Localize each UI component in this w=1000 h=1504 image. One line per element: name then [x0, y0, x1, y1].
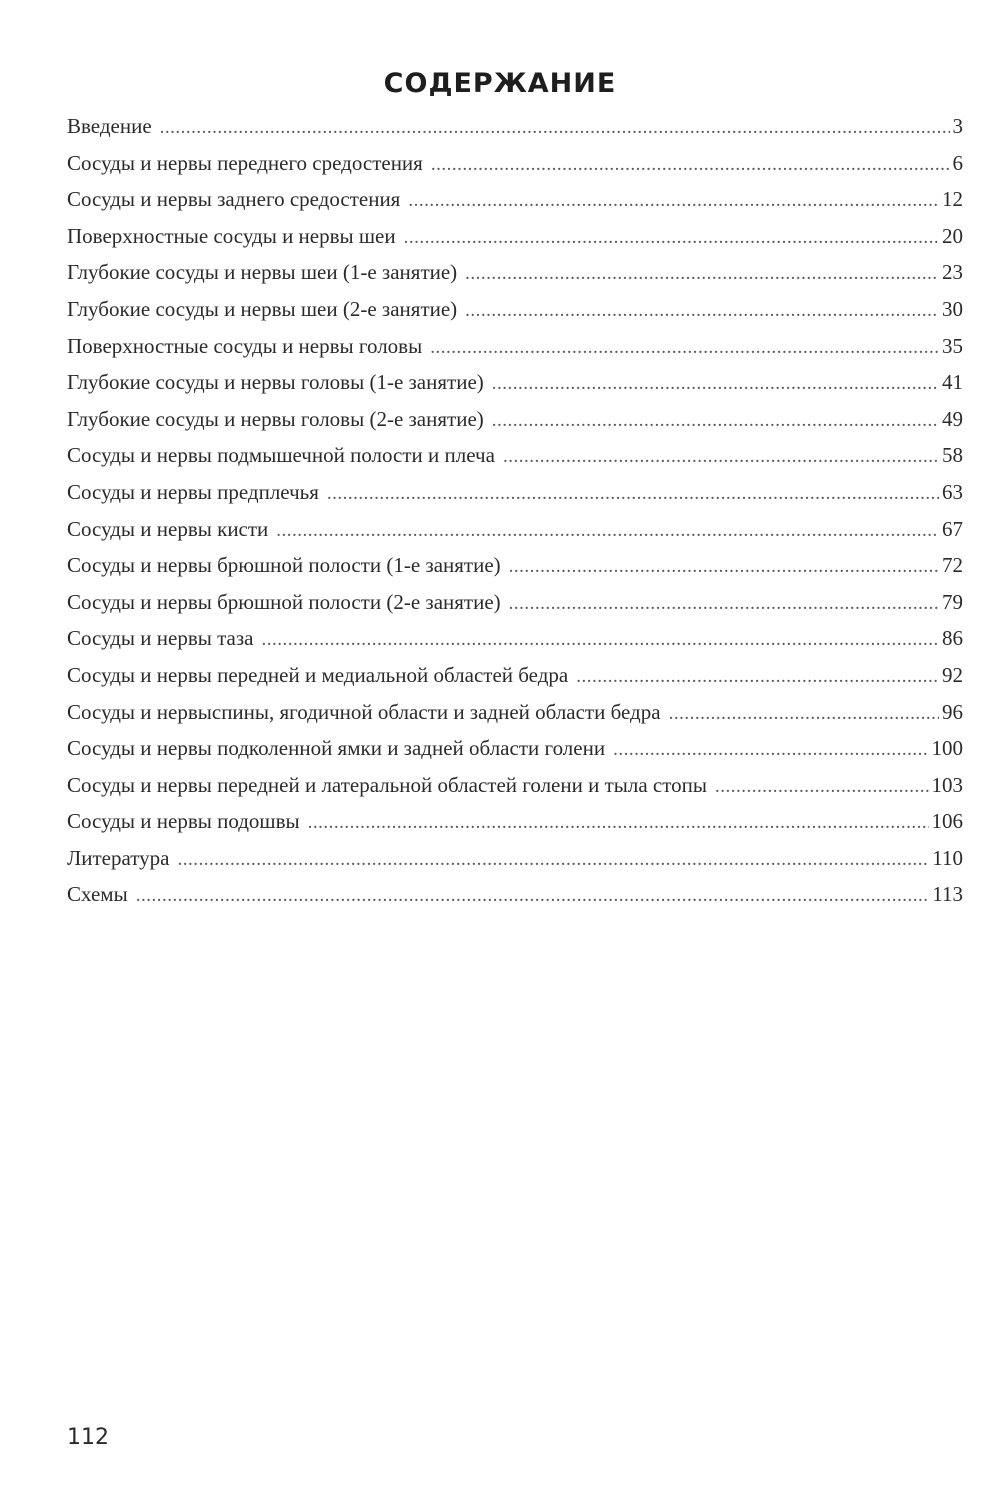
toc-leader-dots — [492, 373, 939, 395]
toc-leader-dots — [276, 520, 939, 542]
toc-leader-dots — [160, 117, 950, 139]
toc-leader-dots — [177, 849, 929, 871]
toc-leader-dots — [136, 885, 930, 907]
toc-entry-title: Сосуды и нервы брюшной полости (2-е занятие) — [67, 589, 501, 614]
toc-entry-title: Сосуды и нервы подколенной ямки и задней области голени — [67, 736, 606, 761]
toc-entry-page: 20 — [942, 223, 963, 248]
toc-leader-dots — [576, 666, 939, 688]
toc-entry-page: 92 — [942, 662, 963, 687]
toc-entry-title: Введение — [67, 114, 152, 138]
toc-entry-title: Сосуды и нервы кисти — [67, 516, 269, 541]
toc-entry[interactable] — [67, 151, 963, 188]
toc-entry-page: 106 — [931, 809, 963, 834]
toc-entry-page: 3 — [952, 114, 963, 138]
toc-leader-dots — [465, 263, 939, 285]
toc-entry-page: 110 — [932, 845, 963, 870]
toc-entry-page: 86 — [942, 626, 963, 651]
toc-entry[interactable] — [67, 700, 963, 737]
page-number: 112 — [67, 1425, 109, 1450]
toc-entry-page: 63 — [942, 479, 963, 504]
toc-entry-title: Сосуды и нервы брюшной полости (1-е занятие) — [67, 553, 501, 578]
toc-entry-title: Сосуды и нервы подмышечной полости и плеча — [67, 443, 495, 468]
toc-leader-dots — [509, 556, 939, 578]
toc-entry-title: Глубокие сосуды и нервы шеи (1-е занятие) — [67, 260, 458, 285]
toc-entry-page: 41 — [942, 370, 963, 395]
toc-entry[interactable] — [67, 187, 963, 224]
toc-entry-title: Глубокие сосуды и нервы головы (1-е занятие) — [67, 370, 484, 395]
toc-entry-page: 30 — [942, 296, 963, 321]
toc-leader-dots — [431, 154, 950, 176]
toc-entry[interactable] — [67, 846, 963, 883]
toc-leader-dots — [430, 337, 939, 359]
toc-entry-page: 35 — [942, 333, 963, 358]
toc-leader-dots — [492, 410, 939, 432]
toc-leader-dots — [715, 776, 929, 798]
toc-entry-title: Сосуды и нервы предплечья — [67, 479, 319, 504]
toc-leader-dots — [308, 812, 929, 834]
toc-leader-dots — [262, 629, 940, 651]
toc-entry-page: 100 — [931, 736, 963, 761]
toc-leader-dots — [408, 190, 939, 212]
toc-entry[interactable] — [67, 773, 963, 810]
toc-entry-page: 6 — [952, 150, 963, 175]
toc-entry[interactable] — [67, 443, 963, 480]
toc-entry-title: Сосуды и нервыспины, ягодичной области и задней области бедра — [67, 699, 661, 724]
toc-entry-page: 79 — [942, 589, 963, 614]
toc-entry[interactable] — [67, 590, 963, 627]
table-of-contents — [67, 114, 963, 919]
toc-entry-page: 23 — [942, 260, 963, 285]
toc-entry-title: Сосуды и нервы подошвы — [67, 809, 300, 834]
toc-entry-title: Поверхностные сосуды и нервы шеи — [67, 223, 396, 248]
toc-entry[interactable] — [67, 480, 963, 517]
toc-entry[interactable] — [67, 809, 963, 846]
toc-leader-dots — [669, 703, 939, 725]
toc-entry[interactable] — [67, 224, 963, 261]
toc-entry-title: Литература — [67, 845, 170, 870]
toc-leader-dots — [327, 483, 939, 505]
toc-entry-title: Глубокие сосуды и нервы шеи (2-е занятие) — [67, 296, 458, 321]
toc-leader-dots — [465, 300, 939, 322]
toc-leader-dots — [509, 593, 939, 615]
toc-entry[interactable] — [67, 517, 963, 554]
page-title: СОДЕРЖАНИЕ — [383, 68, 617, 100]
toc-entry[interactable] — [67, 114, 963, 151]
toc-entry-page: 12 — [942, 187, 963, 212]
toc-entry-title: Поверхностные сосуды и нервы головы — [67, 333, 423, 358]
toc-entry[interactable] — [67, 407, 963, 444]
toc-entry-page: 67 — [942, 516, 963, 541]
toc-leader-dots — [503, 446, 939, 468]
toc-entry-title: Схемы — [67, 882, 128, 907]
toc-entry[interactable] — [67, 260, 963, 297]
toc-entry-page: 58 — [942, 443, 963, 468]
toc-entry[interactable] — [67, 626, 963, 663]
toc-entry[interactable] — [67, 882, 963, 919]
toc-entry-page: 96 — [942, 699, 963, 724]
toc-entry-page: 113 — [932, 882, 963, 907]
toc-entry-title: Глубокие сосуды и нервы головы (2-е занятие) — [67, 406, 484, 431]
toc-entry-page: 49 — [942, 406, 963, 431]
toc-entry-title: Сосуды и нервы передней и латеральной областей голени и тыла стопы — [67, 772, 707, 797]
toc-leader-dots — [404, 227, 939, 249]
toc-entry[interactable] — [67, 736, 963, 773]
toc-entry[interactable] — [67, 370, 963, 407]
toc-entry[interactable] — [67, 663, 963, 700]
toc-entry[interactable] — [67, 297, 963, 334]
toc-entry[interactable] — [67, 334, 963, 371]
toc-entry-title: Сосуды и нервы таза — [67, 626, 254, 651]
toc-leader-dots — [613, 739, 928, 761]
toc-entry-title: Сосуды и нервы переднего средостения — [67, 150, 423, 175]
toc-entry-page: 103 — [931, 772, 963, 797]
toc-entry-page: 72 — [942, 553, 963, 578]
toc-entry-title: Сосуды и нервы передней и медиальной областей бедра — [67, 662, 569, 687]
toc-entry-title: Сосуды и нервы заднего средостения — [67, 187, 401, 212]
toc-entry[interactable] — [67, 553, 963, 590]
